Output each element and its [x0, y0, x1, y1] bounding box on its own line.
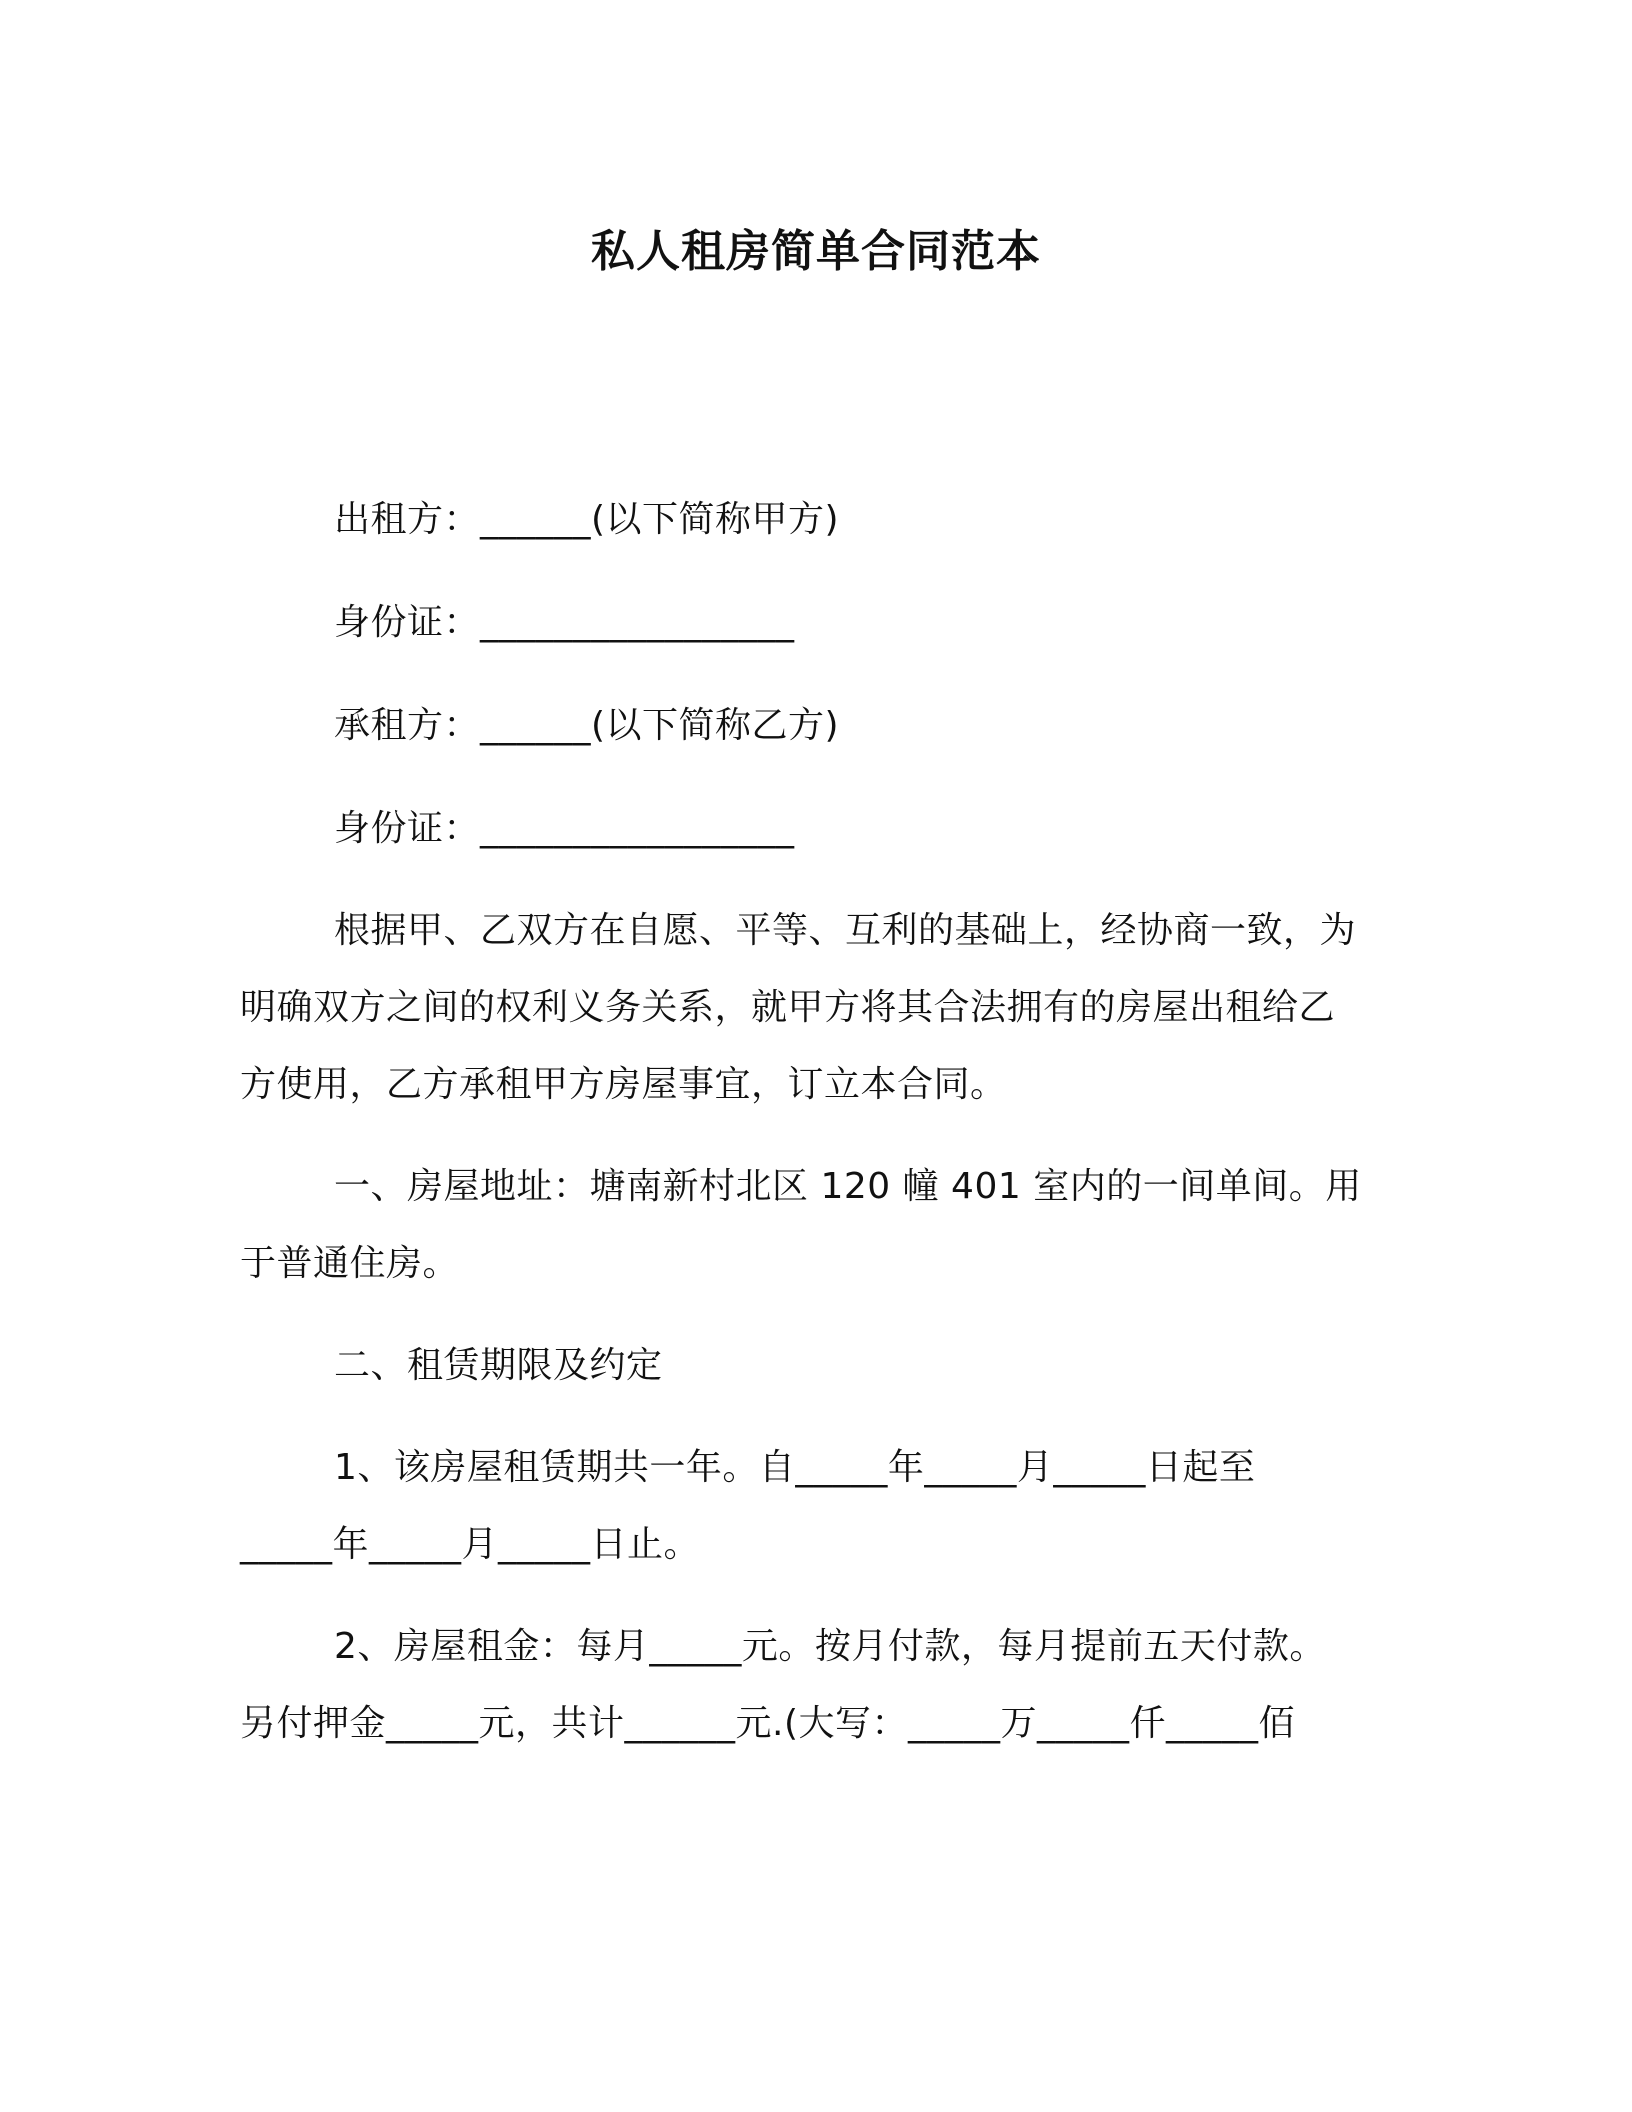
clause-1-line-2: 于普通住房。 [240, 1243, 460, 1284]
lessee-id-line: 身份证：_________________ [334, 808, 795, 849]
preamble-line-2: 明确双方之间的权利义务关系，就甲方将其合法拥有的房屋出租给乙 [240, 987, 1336, 1028]
clause-2-item-1-line-1: 1、该房屋租赁期共一年。自_____年_____月_____日起至 [334, 1447, 1256, 1488]
lessor-id-line: 身份证：_________________ [334, 602, 795, 643]
preamble-line-1: 根据甲、乙双方在自愿、平等、互利的基础上，经协商一致，为 [334, 910, 1357, 951]
preamble-line-3: 方使用，乙方承租甲方房屋事宜，订立本合同。 [240, 1064, 1007, 1105]
clause-2-item-1-line-2: _____年_____月_____日止。 [240, 1524, 701, 1565]
lessor-line: 出租方：______(以下简称甲方) [334, 499, 840, 540]
clause-2-item-2-line-2: 另付押金_____元，共计______元.(大写：_____万_____仟_____佰 [240, 1703, 1295, 1744]
clause-1-line-1: 一、房屋地址：塘南新村北区 120 幢 401 室内的一间单间。用 [334, 1166, 1362, 1207]
lessee-line: 承租方：______(以下简称乙方) [334, 705, 840, 746]
document-title: 私人租房简单合同范本 [591, 226, 1041, 277]
clause-2-item-2-line-1: 2、房屋租金：每月_____元。按月付款，每月提前五天付款。 [334, 1626, 1326, 1667]
clause-2-heading: 二、租赁期限及约定 [334, 1345, 663, 1386]
